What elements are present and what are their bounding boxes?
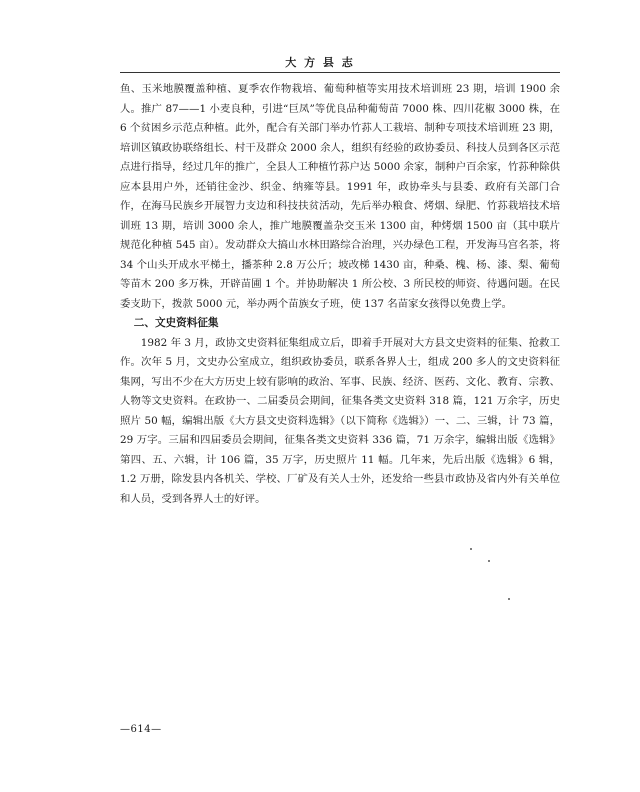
paragraph-continued: 鱼、玉米地膜覆盖种植、夏季农作物栽培、葡萄种植等实用技术培训班 23 期，培训 1900 余人。推广 87——1 小麦良种，引进“巨凤”等优良品种葡萄苗 7000 株、四川花椒 3000 株，在 6 个贫困乡示范点种植。此外，配合有关部门举办竹荪人工栽培、制种专项技术培训班 23 期，培训区镇政协联络组长、村干及群众 2000 余人，组织有经验的政协委员、科技人员到各区示范点进行指导，经过几年的推广，全县人工种植竹荪户达 5000 余家，制种户百余家，竹荪种除供应本县用户外，还销往金沙、织金、纳雍等县。1991 年，政协牵头与县委、政府有关部门合作，在海马民族乡开展智力支边和科技扶贫活动，先后举办粮食、烤烟、绿肥、竹荪栽培技术培训班 13 期，培训 3000 余人，推广地膜覆盖杂交玉米 1300 亩，种烤烟 1500 亩（其中联片规范化种植 545 亩）。发动群众大搞山水林田路综合治理，兴办绿色工程，开发海马宫名茶，将 34 个山头开成水平梯土，播茶种 2.8 万公斤；坡改梯 1430 亩，种桑、槐、杨、漆、梨、葡萄等苗木 200 多万株，开辟苗圃 1 个。并协助解决 1 所公校、3 所民校的师资、待遇问题。在民委支助下，拨款 5000 元，举办两个苗族女子班，使 137 名苗家女孩得以免费上学。	[120, 83, 560, 310]
paragraph: 1982 年 3 月，政协文史资料征集组成立后，即着手开展对大方县文史资料的征集、抢救工作。次年 5 月，文史办公室成立，组织政协委员，联系各界人士，组成 200 多人的文史资料征集网，写出不少在大方历史上较有影响的政治、军事、民族、经济、医药、文化、教育、宗教、人物等文史资料。在政协一、二届委员会期间，征集各类文史资料 318 篇，121 万余字，历史照片 50 幅，编辑出版《大方县文史资料选辑》（以下简称《选辑》）一、二、三辑，计 73 篇，29 万字。三届和四届委员会期间，征集各类文史资料 336 篇，71 万余字，编辑出版《选辑》第四、五、六辑，计 106 篇，35 万字，历史照片 11 幅。几年来，先后出版《选辑》6 辑，1.2 万册，除发县内各机关、学校、厂矿及有关人士外，还发给一些县市政协及省内外有关单位和人员，受到各界人士的好评。	[120, 336, 560, 505]
running-header-title: 大 方 县 志	[285, 56, 355, 69]
scan-speck	[508, 598, 510, 600]
scan-speck	[488, 560, 490, 562]
body-text	[120, 80, 560, 509]
header-rule	[120, 72, 560, 73]
section-heading: 二、文史资料征集	[133, 317, 219, 329]
page-number: —614—	[120, 724, 162, 735]
scan-speck	[470, 548, 472, 550]
